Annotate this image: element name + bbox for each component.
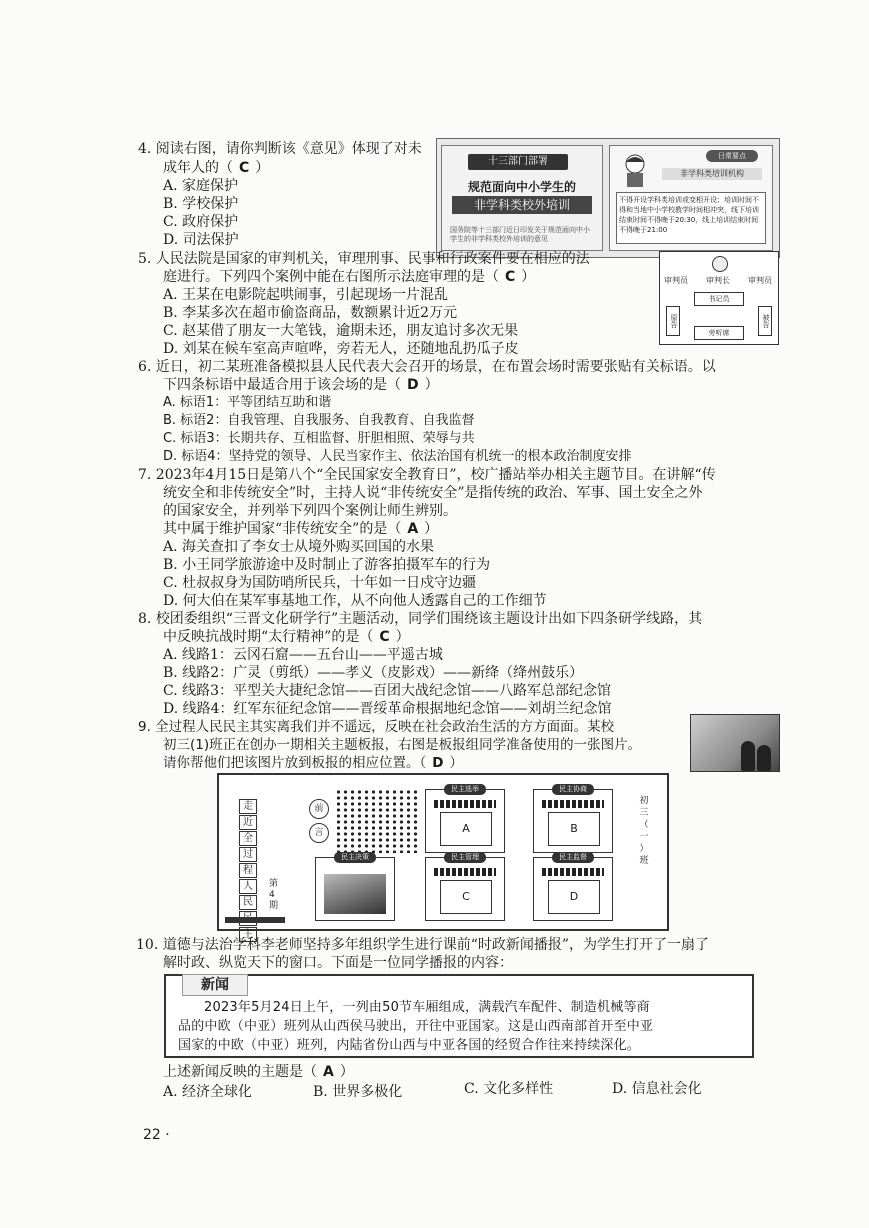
class-char: 班 [639,856,649,866]
court-judges-row [664,274,772,288]
q9-stem-close: ） [449,755,463,771]
q5-answer: C [505,269,516,285]
class-char: （ [639,820,649,830]
board-title-char: 走 [239,799,257,814]
q8-option-b[interactable]: B. 线路2：广灵（剪纸）——孝义（皮影戏）——新绛（绛州鼓乐） [163,665,584,681]
q9-answer: D [432,755,444,771]
news-box [164,974,754,1058]
q10-stem-line1: 10. 道德与法治学科李老师坚持多年组织学生进行课前“时政新闻播报”，为学生打开了一扇了 [136,937,710,953]
news-label: 新闻 [182,974,248,996]
q5-stem-close: ） [521,269,536,285]
q4-image-right-badge: 日常要点 [706,150,758,162]
q7-stem-line2: 统安全和非传统安全”时，主持人说“非传统安全”是指传统的政治、军事、国土安全之外 [163,485,703,501]
board-panel-election [425,785,505,853]
court-judge-chief: 审判长 [706,276,730,285]
panel-seats [434,800,496,808]
board-title-char: 过 [239,847,257,862]
q4-option-d[interactable]: D. 司法保护 [163,232,239,248]
q10-answer: A [323,1064,334,1080]
board-preface-circle-1: 前 [309,799,329,819]
q10-option-b[interactable]: B. 世界多极化 [313,1084,403,1100]
q10-stem-line3 [163,1063,354,1081]
cartoon-person-icon [620,152,650,188]
q4-stem-text: 成年人的（ [163,160,233,176]
issue-char: 第 [269,879,279,889]
q6-stem-text: 下四条标语中最适合用于该会场的是（ [163,377,401,393]
q8-answer: C [379,629,390,645]
board-title-char: 人 [239,879,257,894]
q8-option-d[interactable]: D. 线路4：红军东征纪念馆——晋绥革命根据地纪念馆——刘胡兰纪念馆 [163,701,612,717]
issue-char: 期 [269,901,279,911]
class-char: ） [639,844,649,854]
q8-stem-text: 中反映抗战时期“太行精神”的是（ [163,629,374,645]
board-title-char: 近 [239,815,257,830]
q10-stem-close: ） [339,1064,354,1080]
q4-image-right-panel [609,145,773,251]
q5-option-c[interactable]: C. 赵某借了朋友一大笔钱，逾期未还，朋友追讨多次无果 [163,323,519,339]
board-panel-supervision [533,853,613,921]
board-title-char: 程 [239,863,257,878]
q4-image-right-body: 不得开设学科类培训或变相开设；培训时间不得和当地中小学校教学时间相冲突，线下培训结束时间不得晚于20:30，线上培训结束时间不得晚于21:00 [616,192,766,244]
issue-char: 4 [269,890,275,900]
q6-stem-line1: 6. 近日，初二某班准备模拟县人民代表大会召开的场景，在布置会场时需要张贴有关标语。以 [138,359,716,375]
q9-stem-text: 请你帮他们把该图片放到板报的相应位置。（ [163,755,427,771]
panel-photo [324,874,386,914]
page-number: 22 · [143,1127,170,1143]
q7-stem-close: ） [424,521,439,537]
q8-stem-line2 [163,628,410,646]
panel-tag: 民主管理 [444,852,486,863]
q9-meeting-photo [690,714,780,772]
class-char: 三 [639,808,649,818]
q9-stem-line3 [163,754,463,772]
q8-option-a[interactable]: A. 线路1：云冈石窟——五台山——平遥古城 [163,647,443,663]
q6-answer: D [407,377,419,393]
class-char: 初 [639,796,649,806]
q4-option-b[interactable]: B. 学校保护 [163,196,239,212]
q5-option-a[interactable]: A. 王某在电影院起哄闹事，引起现场一片混乱 [163,287,449,303]
q6-stem-line2 [163,376,439,394]
q8-stem-line1: 8. 校团委组织“三晋文化研学行”主题活动，同学们围绕该主题设计出如下四条研学线路，其 [138,611,703,627]
q7-option-d[interactable]: D. 何大伯在某军事基地工作，从不向他人透露自己的工作细节 [163,593,547,609]
court-plaintiff: 原告 [666,306,680,336]
q5-stem-line1: 5. 人民法院是国家的审判机关，审理刑事、民事和行政案件要在相应的法 [138,251,590,267]
court-gallery: 旁听席 [694,326,744,340]
person-silhouette-icon [741,741,755,771]
q6-stem-close: ） [424,377,439,393]
panel-slot-c: C [440,880,492,914]
q4-stem-line1: 4. 阅读右图，请你判断该《意见》体现了对未 [138,141,422,157]
q8-stem-close: ） [395,629,410,645]
news-line: 2023年5月24日上午，一列由50节车厢组成，满载汽车配件、制造机械等商 [204,1000,650,1015]
q6-option-d[interactable]: D. 标语4：坚持党的领导、人民当家作主、依法治国有机统一的根本政治制度安排 [163,449,632,464]
q4-image-left-panel [441,145,603,251]
q9-stem-line1: 9. 全过程人民民主其实离我们并不遥远，反映在社会政治生活的方方面面。某校 [138,719,615,735]
q7-answer: A [407,521,419,537]
q4-image-right-header: 非学科类培训机构 [662,168,762,180]
national-emblem-icon [712,256,728,272]
news-line: 品的中欧（中亚）班列从山西侯马驶出，开往中亚国家。这是山西南部首开至中亚 [178,1019,654,1034]
panel-tag: 民主选举 [444,784,486,795]
q4-image-note: 国务院等十三部门近日印发关于规范面向中小学生的非学科类校外培训的意见 [450,226,590,243]
courtroom-diagram [659,251,779,345]
q4-stem-line2 [163,159,269,177]
q8-option-c[interactable]: C. 线路3：平型关大捷纪念馆——百团大战纪念馆——八路军总部纪念馆 [163,683,612,699]
q10-stem-line2: 解时政、纵览天下的窗口。下面是一位同学播报的内容： [163,955,513,971]
board-title-char: 主 [239,927,257,942]
q4-image-badge: 十三部门部署 [468,154,568,170]
q4-image-title2: 非学科类校外培训 [452,196,592,214]
q4-stem-close: ） [255,160,270,176]
q4-option-c[interactable]: C. 政府保护 [163,214,239,230]
panel-seats [542,800,604,808]
q6-option-b[interactable]: B. 标语2：自我管理、自我服务、自我教育、自我监督 [163,413,475,428]
q4-news-image [436,138,780,258]
q7-option-c[interactable]: C. 杜叔叔身为国防哨所民兵，十年如一日戍守边疆 [163,575,477,591]
court-judge-right: 审判员 [748,276,772,285]
panel-seats [434,868,496,876]
board-title-char: 全 [239,831,257,846]
q5-stem-line2 [163,268,535,286]
board-footer-bar [225,917,285,923]
q10-option-a[interactable]: A. 经济全球化 [163,1084,253,1100]
board-title-char: 民 [239,895,257,910]
blackboard-layout-diagram [217,773,669,940]
q5-stem-text: 庭进行。下列四个案例中能在右图所示法庭审理的是（ [163,269,499,285]
board-preface-circle-2: 言 [309,823,329,843]
panel-slot-a: A [440,812,492,846]
q6-option-c[interactable]: C. 标语3：长期共存、互相监督、肝胆相照、荣辱与共 [163,431,475,446]
panel-seats [542,868,604,876]
q10-option-d[interactable]: D. 信息社会化 [612,1081,702,1097]
q5-option-b[interactable]: B. 李某多次在超市偷盗商品，数额累计近2万元 [163,305,458,321]
q7-stem-line3: 的国家安全，并列举下列四个案例让师生辨别。 [163,503,457,519]
panel-slot-b: B [548,812,600,846]
q4-image-title1: 规范面向中小学生的 [467,180,576,194]
news-body [178,998,738,1055]
q9-stem-line2: 初三(1)班正在创办一期相关主题板报，右图是板报组同学准备使用的一张图片。 [163,737,642,753]
q7-stem-text: 其中属于维护国家“非传统安全”的是（ [163,521,402,537]
person-silhouette-icon [757,745,771,771]
q6-option-a[interactable]: A. 标语1：平等团结互助和谐 [163,395,332,410]
q7-option-a[interactable]: A. 海关查扣了李女士从境外购买回国的水果 [163,539,435,555]
q10-option-c[interactable]: C. 文化多样性 [464,1081,554,1097]
court-defendant: 被告 [758,306,772,336]
court-clerk: 书记员 [694,292,744,306]
q4-option-a[interactable]: A. 家庭保护 [163,178,239,194]
q5-option-d[interactable]: D. 刘某在候车室高声喧哗，旁若无人，还随地乱扔瓜子皮 [163,341,519,357]
class-char: 一 [639,832,649,842]
court-judge-left: 审判员 [664,276,688,285]
q10-stem-text: 上述新闻反映的主题是（ [163,1064,317,1080]
panel-tag: 民主决策 [334,852,376,863]
q7-option-b[interactable]: B. 小王同学旅游途中及时制止了游客拍摄军车的行为 [163,557,491,573]
q4-answer: C [239,160,250,176]
panel-tag: 民主协商 [552,784,594,795]
board-panel-decision [315,853,395,921]
board-panel-consultation [533,785,613,853]
board-issue-number [269,879,281,912]
panel-slot-d: D [548,880,600,914]
board-panel-management [425,853,505,921]
news-line: 国家的中欧（中亚）班列，内陆省份山西与中亚各国的经贸合作往来持续深化。 [178,1038,641,1053]
board-class-label [637,795,651,867]
board-dot-grid [335,789,419,853]
q7-stem-line4 [163,520,438,538]
q7-stem-line1: 7. 2023年4月15日是第八个“全民国家安全教育日”，校广播站举办相关主题节目。在讲解“传 [138,467,716,483]
panel-tag: 民主监督 [552,852,594,863]
